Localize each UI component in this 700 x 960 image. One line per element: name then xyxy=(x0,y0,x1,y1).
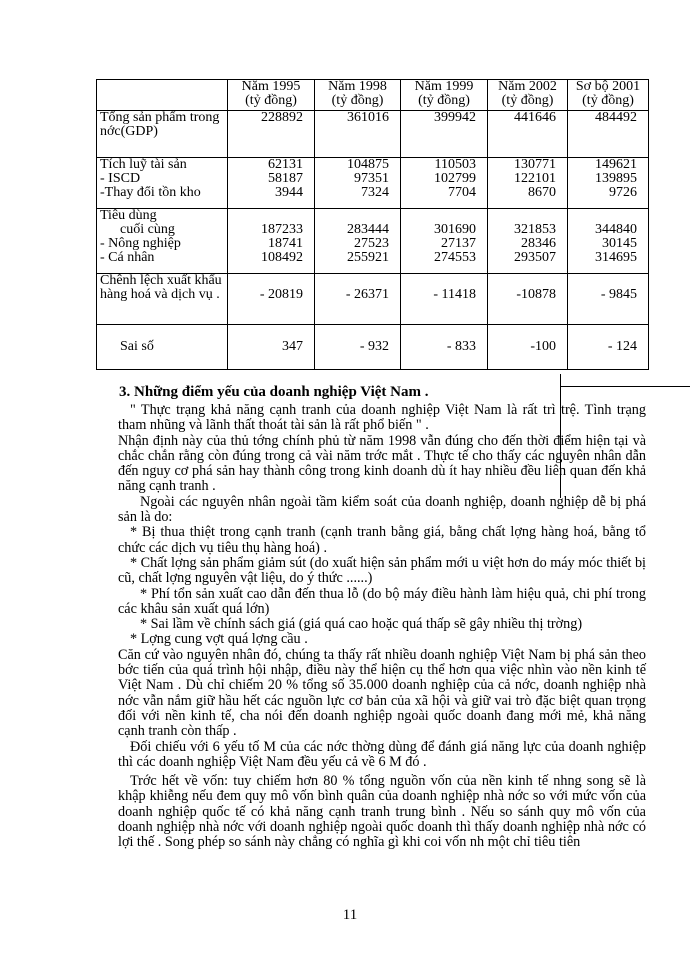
header-cell: Năm 1998 (tỷ đồng) xyxy=(315,80,401,111)
table-cell: 399942 xyxy=(401,111,488,158)
table-cell: - 11418 xyxy=(401,274,488,325)
table-cell: 62131 58187 3944 xyxy=(228,158,315,209)
paragraph: Căn cứ vào nguyên nhân đó, chúng ta thấy rất nhiều doanh nghiệp Việt Nam bị phá sản theo bớc tiến của quá trình hội nhập, điều này thể hiện cụ thể hơn qua việc nhìn vào nền kinh tế Việt Nam . Dù chỉ chiếm 20 % tổng số 35.000 doanh nghiệp của cả nớc, doanh nghiệp nhà nớc vẫn nắm giữ hầu hết các nguồn lực cơ bản của xã hội và giữ vai trò đặc biệt quan trọng đối với nền kinh tế, cha nói đến doanh nghiệp ngoài quốc doanh đang mới mẻ, khả năng cạnh tranh còn thấp . xyxy=(118,646,646,740)
header-cell: Sơ bộ 2001 (tỷ đồng) xyxy=(568,80,649,111)
table-cell: 344840 30145 314695 xyxy=(568,209,649,274)
body-text xyxy=(118,403,646,851)
table-cell: -100 xyxy=(488,325,568,370)
paragraph: Trớc hết về vốn: tuy chiếm hơn 80 % tổng nguồn vốn của nền kinh tế nhng song sẽ là khập khiễng nếu đem quy mô vốn bình quân của doanh nghiệp nhà nớc so với mức vốn của doanh nghiệp quốc tế có khả năng cạnh tranh trung bình . Nếu so sánh quy mô vốn của doanh nghiệp nhà nớc với doanh nghiệp ngoài quốc doanh thì thấy doanh nghiệp nhà nớc có lợi thế . Song phép so sánh này chẳng có nghĩa gì khi coi vốn nh một chỉ tiêu tiên xyxy=(118,773,646,851)
row-label: Tổng sản phẩm trong nớc(GDP) xyxy=(97,111,228,158)
table-cell: 321853 28346 293507 xyxy=(488,209,568,274)
page-number: 11 xyxy=(342,907,358,923)
header-empty-cell xyxy=(97,80,228,111)
row-label: Tiêu dùng cuối cùng - Nông nghiệp - Cá nhân xyxy=(97,209,228,274)
header-cell: Năm 2002 (tỷ đồng) xyxy=(488,80,568,111)
paragraph: " Thực trạng khả năng cạnh tranh của doanh nghiệp Việt Nam là rất trì trệ. Tình trạng tham nhũng và lãnh thất thoát tài sản là rất phổ biến " . xyxy=(118,402,646,434)
table-cell: 228892 xyxy=(228,111,315,158)
table-cell: 441646 xyxy=(488,111,568,158)
header-cell: Năm 1995 (tỷ đồng) xyxy=(228,80,315,111)
table-cell: - 9845 xyxy=(568,274,649,325)
horizontal-rule xyxy=(560,386,690,387)
table-cell: 110503 102799 7704 xyxy=(401,158,488,209)
table-cell: - 932 xyxy=(315,325,401,370)
table-cell: 104875 97351 7324 xyxy=(315,158,401,209)
table-row xyxy=(97,325,649,370)
table-cell: - 20819 xyxy=(228,274,315,325)
table-row xyxy=(97,158,649,209)
row-label: Tích luỹ tài sản - ISCD -Thay đổi tồn kho xyxy=(97,158,228,209)
table-cell: 301690 27137 274553 xyxy=(401,209,488,274)
list-item: * Sai lầm về chính sách giá (giá quá cao hoặc quá thấp sẽ gây nhiều thị trờng) xyxy=(140,616,583,633)
table-cell: 149621 139895 9726 xyxy=(568,158,649,209)
row-label: Sai số xyxy=(97,325,228,370)
table-cell: - 124 xyxy=(568,325,649,370)
list-item: * Lợng cung vợt quá lợng cầu . xyxy=(130,631,308,648)
table-cell: - 26371 xyxy=(315,274,401,325)
table-cell: 361016 xyxy=(315,111,401,158)
table-row xyxy=(97,274,649,325)
gdp-table xyxy=(96,79,649,370)
table-cell: 347 xyxy=(228,325,315,370)
table-cell: 283444 27523 255921 xyxy=(315,209,401,274)
section-title: 3. Những điểm yếu của doanh nghiệp Việt Nam . xyxy=(119,384,429,400)
table-row xyxy=(97,209,649,274)
row-label: Chênh lệch xuất khẩu hàng hoá và dịch vụ . xyxy=(97,274,228,325)
table-cell: 130771 122101 8670 xyxy=(488,158,568,209)
table-cell: - 833 xyxy=(401,325,488,370)
table-cell: 484492 xyxy=(568,111,649,158)
paragraph: Ngoài các nguyên nhân ngoài tầm kiểm soát của doanh nghiệp, doanh nghiệp dễ bị phá sản là do: xyxy=(118,493,646,526)
table-cell: 187233 18741 108492 xyxy=(228,209,315,274)
list-item: * Chất lợng sản phẩm giảm sút (do xuất hiện sản phẩm mới u việt hơn do máy móc thiết bị cũ, chất lợng nguyên vật liệu, do ý thức ......) xyxy=(118,554,646,587)
table-row xyxy=(97,111,649,158)
paragraph: Nhận định này của thủ tớng chính phủ từ năm 1998 vẫn đúng cho đến thời điểm hiện tại và chắc chắn rằng còn đúng trong cả vài năm trớc mắt . Thực tế cho thấy các nguyên nhân dẫn đến nguy cơ phá sản hay thành công trong kinh doanh dù ít hay nhiều đều liên quan đến khả năng cạnh tranh . xyxy=(118,432,646,495)
paragraph: Đối chiếu với 6 yếu tố M của các nớc thờng dùng để đánh giá năng lực của doanh nghiệp thì các doanh nghiệp Việt Nam đều yếu cả về 6 M đó . xyxy=(118,738,646,770)
table-header-row xyxy=(97,80,649,111)
table-cell: -10878 xyxy=(488,274,568,325)
list-item: * Phí tổn sản xuất cao dẫn đến thua lỗ (do bộ máy điều hành làm hiệu quả, chi phí trong các khâu sản xuất quá lớn) xyxy=(118,585,646,617)
header-cell: Năm 1999 (tỷ đồng) xyxy=(401,80,488,111)
list-item: * Bị thua thiệt trong cạnh tranh (cạnh tranh bằng giá, bằng chất lợng hàng hoá, bằng tổ chức các dịch vụ tiêu thụ hàng hoá) . xyxy=(118,524,646,556)
